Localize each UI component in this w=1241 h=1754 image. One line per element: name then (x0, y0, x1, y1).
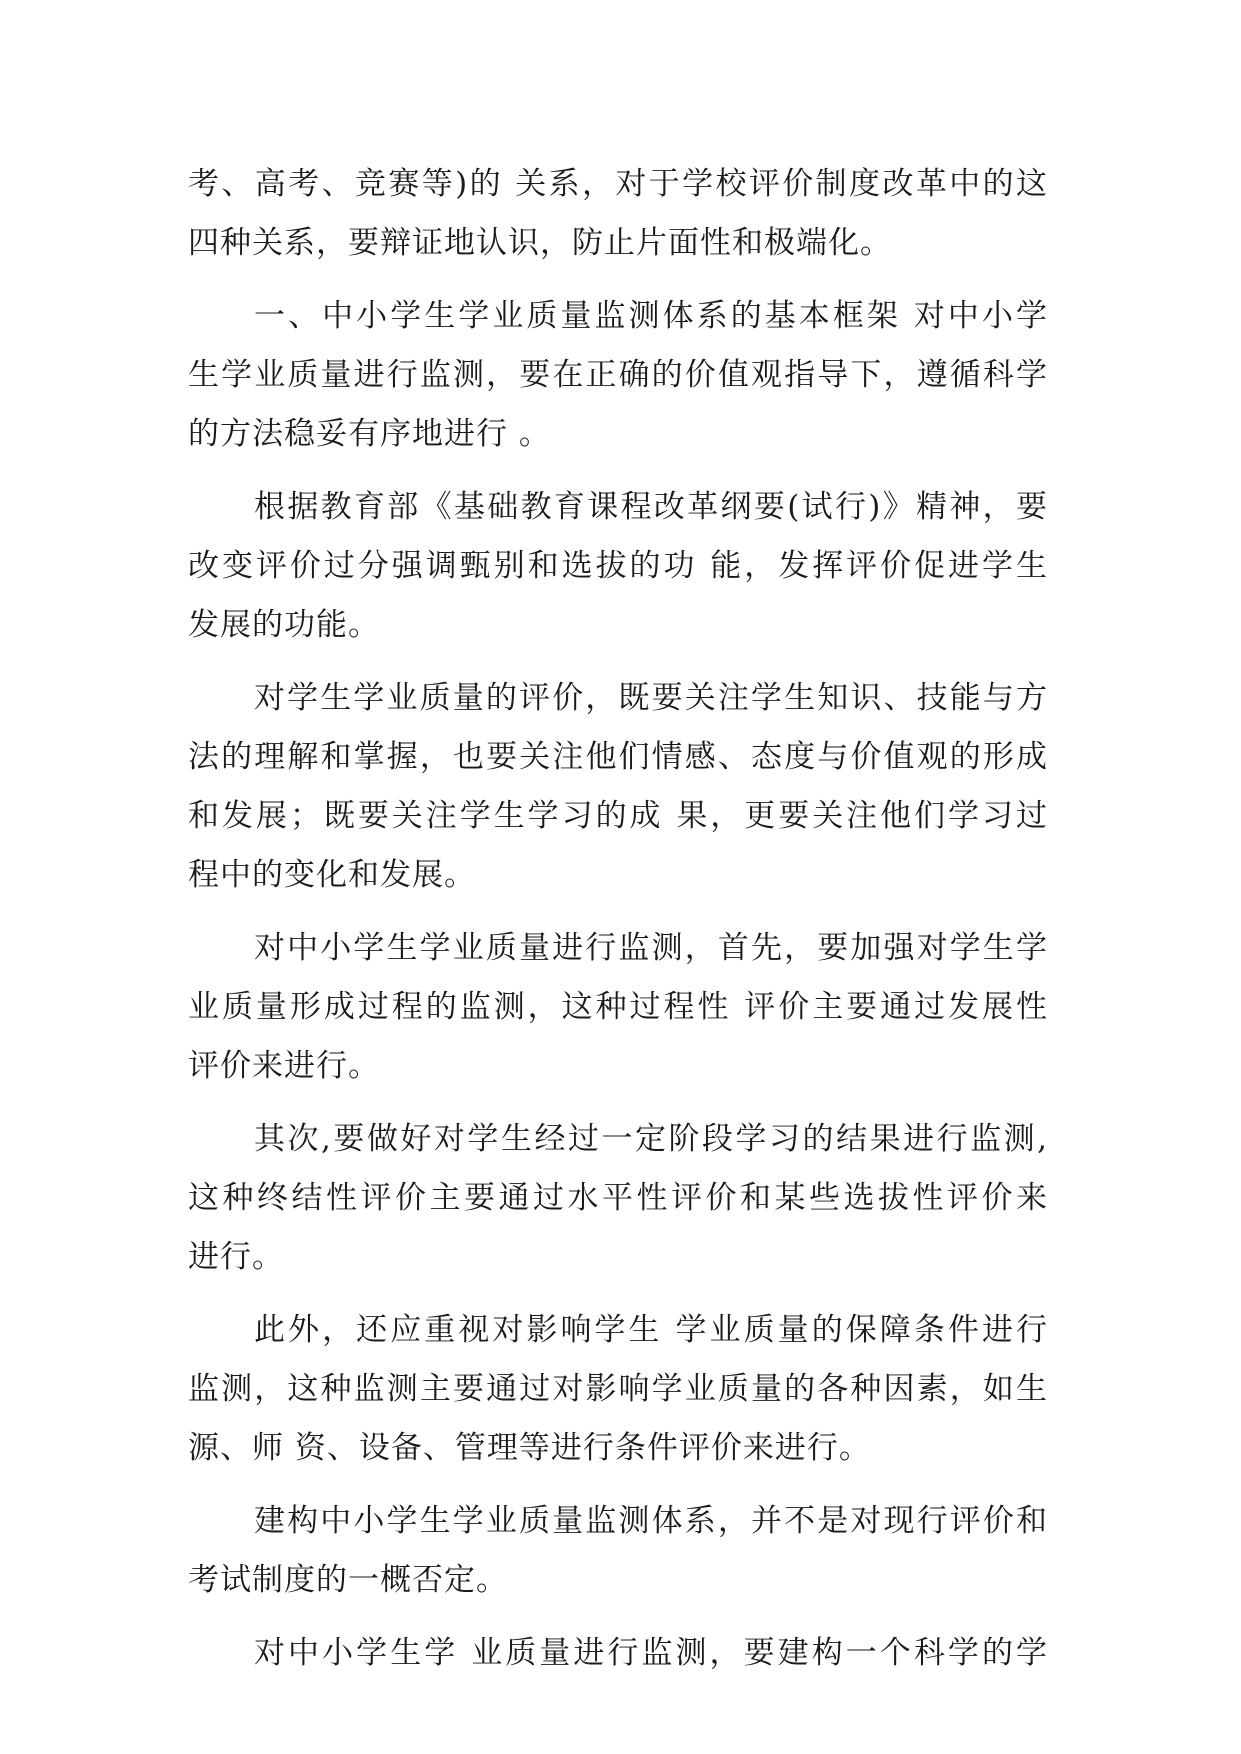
text-line: 其次,要做好对学生经过一定阶段学习的结果进行监测, (254, 1121, 1048, 1157)
text-line: 对中小学生学 业质量进行监测，要建构一个科学的学 (254, 1635, 1048, 1671)
text-line: 的方法稳妥有序地进行 。 (188, 416, 551, 452)
text-line: 这种终结性评价主要通过水平性评价和某些选拔性评价来 (188, 1180, 1048, 1216)
text-line: 生学业质量进行监测，要在正确的价值观指导下，遵循科学 (188, 357, 1048, 393)
paragraph-7 (188, 1301, 1048, 1478)
text-line: 源、师 资、设备、管理等进行条件评价来进行。 (188, 1430, 871, 1466)
paragraph-3 (188, 478, 1048, 655)
text-line: 进行。 (188, 1239, 284, 1275)
paragraph-5 (188, 919, 1048, 1096)
text-line: 考、高考、竞赛等)的 关系，对于学校评价制度改革中的这 (188, 166, 1048, 202)
text-line: 业质量形成过程的监测，这种过程性 评价主要通过发展性 (188, 989, 1048, 1025)
paragraph-2 (188, 287, 1048, 464)
paragraph-4 (188, 669, 1048, 905)
text-line: 建构中小学生学业质量监测体系，并不是对现行评价和 (254, 1503, 1048, 1539)
text-line: 程中的变化和发展。 (188, 857, 476, 893)
text-line: 考试制度的一概否定。 (188, 1562, 508, 1598)
text-line: 发展的功能。 (188, 607, 380, 643)
paragraph-9 (188, 1624, 1048, 1683)
text-line: 四种关系，要辩证地认识，防止片面性和极端化。 (188, 225, 892, 261)
paragraph-1 (188, 155, 1048, 273)
text-line: 改变评价过分强调甄别和选拔的功 能，发挥评价促进学生 (188, 548, 1048, 584)
text-line: 法的理解和掌握，也要关注他们情感、态度与价值观的形成 (188, 739, 1048, 775)
text-line: 对中小学生学业质量进行监测，首先，要加强对学生学 (254, 930, 1048, 966)
text-line: 监测，这种监测主要通过对影响学业质量的各种因素，如生 (188, 1371, 1048, 1407)
text-line: 评价来进行。 (188, 1048, 380, 1084)
text-line: 根据教育部《基础教育课程改革纲要(试行)》精神，要 (254, 489, 1048, 525)
text-line: 一、中小学生学业质量监测体系的基本框架 对中小学 (254, 298, 1048, 334)
paragraph-6 (188, 1110, 1048, 1287)
text-line: 和发展；既要关注学生学习的成 果，更要关注他们学习过 (188, 798, 1048, 834)
text-line: 对学生学业质量的评价，既要关注学生知识、技能与方 (254, 680, 1048, 716)
paragraph-8 (188, 1492, 1048, 1610)
text-line: 此外，还应重视对影响学生 学业质量的保障条件进行 (254, 1312, 1048, 1348)
document-page (188, 155, 1048, 1697)
